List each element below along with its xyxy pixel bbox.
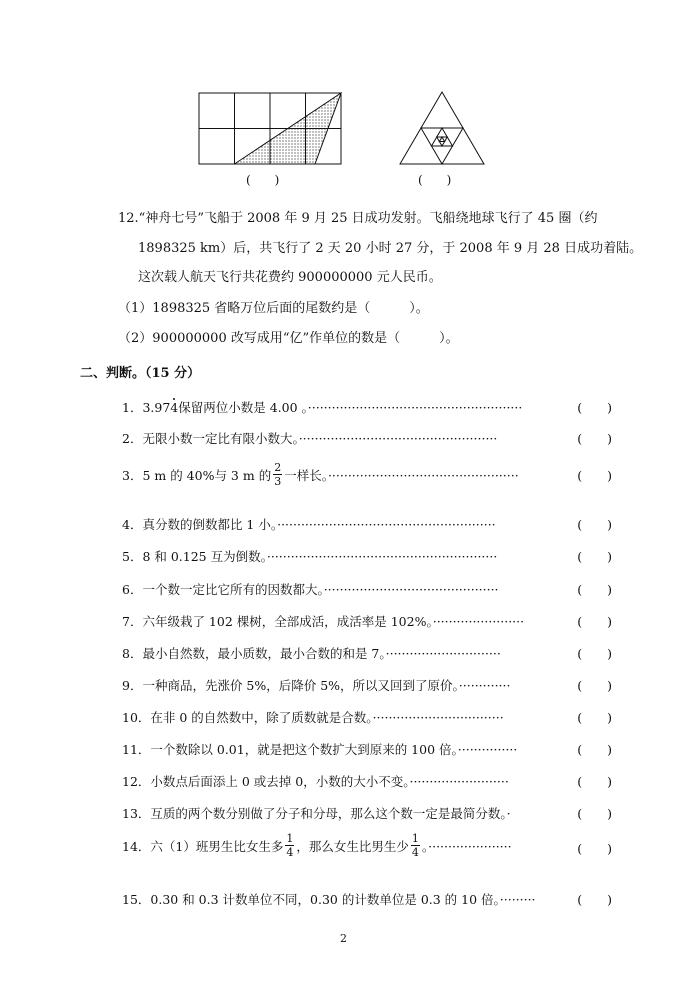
q12-line2: 1898325 km）后，共飞行了 2 天 20 小时 27 分，于 2008 年 9 月 28 日成功着陆。	[138, 241, 643, 256]
answer-blank[interactable]: ( )	[577, 431, 612, 446]
item-num: 2．	[122, 431, 143, 446]
figure-right-blank: ( )	[418, 173, 452, 187]
answer-blank[interactable]: ( )	[577, 614, 612, 629]
item-num: 13．	[122, 806, 151, 821]
answer-blank[interactable]: ( )	[577, 678, 612, 693]
item-text: 一种商品，先涨价 5%，后降价 5%，所以又回到了原价。·············	[142, 678, 511, 693]
item-text: 互质的两个数分别做了分子和分母，那么这个数一定是最简分数。·	[150, 806, 511, 821]
answer-blank[interactable]: ( )	[577, 517, 612, 532]
item-num: 3．	[122, 467, 143, 483]
q12-line3: 这次载人航天飞行共花费约 900000000 元人民币。	[138, 270, 442, 285]
page-number: 2	[340, 932, 347, 945]
answer-blank[interactable]: ( )	[577, 774, 612, 789]
figure-left-blank: ( )	[246, 173, 280, 187]
item-num: 8．	[122, 646, 143, 661]
answer-blank[interactable]: ( )	[577, 582, 612, 597]
item-text: 无限小数一定比有限小数大。··················································	[142, 431, 498, 446]
repeating-digit: 4	[170, 399, 179, 415]
item-text: 最小自然数，最小质数，最小合数的和是 7。·····························	[142, 646, 501, 661]
answer-blank[interactable]: ( )	[577, 400, 612, 415]
grid-figure	[198, 92, 344, 166]
q12-sub1: （1）1898325 省略万位后面的尾数约是（ ）。	[118, 301, 429, 316]
judge-item-11	[122, 740, 612, 760]
judge-item-2	[122, 429, 612, 449]
item-num: 11．	[122, 742, 151, 757]
answer-blank[interactable]: ( )	[577, 806, 612, 821]
q12-sub2: （2）900000000 改写成用“亿”作单位的数是（ ）。	[118, 331, 459, 346]
item-post: 保留两位小数是 4.00 。······················································	[178, 400, 523, 415]
answer-blank[interactable]: ( )	[577, 646, 612, 661]
item-text: 0.30 和 0.3 计数单位不同，0.30 的计数单位是 0.3 的 10 倍。·········	[150, 892, 536, 907]
item-pre: 3.97	[142, 399, 171, 415]
item-num: 14．	[122, 838, 151, 854]
answer-blank[interactable]: ( )	[577, 892, 612, 907]
item-num: 15．	[122, 892, 151, 907]
answer-blank[interactable]: ( )	[577, 710, 612, 725]
item-post: 。·····················	[421, 838, 512, 854]
answer-blank[interactable]: ( )	[577, 468, 612, 483]
item-text: 六年级栽了 102 棵树，全部成活，成活率是 102%。·······················	[142, 614, 525, 629]
item-num: 1．	[122, 400, 143, 415]
judge-item-9	[122, 676, 612, 696]
item-text: 真分数的倒数都比 1 小。·······················································	[142, 517, 496, 532]
q12-line1: 12.“神舟七号”飞船于 2008 年 9 月 25 日成功发射。飞船绕地球飞行了 45 圈（约	[118, 211, 598, 226]
judge-item-1	[122, 398, 612, 418]
item-num: 9．	[122, 678, 143, 693]
answer-blank[interactable]: ( )	[577, 841, 612, 856]
judge-item-14	[122, 832, 612, 864]
section-title: 二、判断。（15 分）	[80, 366, 201, 381]
judge-item-13	[122, 804, 612, 824]
item-num: 7．	[122, 614, 143, 629]
answer-blank[interactable]: ( )	[577, 742, 612, 757]
nested-triangle-figure	[398, 90, 486, 166]
judge-item-8	[122, 644, 612, 664]
item-pre: 六（1）班男生比女生多	[150, 838, 284, 854]
item-num: 12．	[122, 774, 151, 789]
item-text: 小数点后面添上 0 或去掉 0，小数的大小不变。·························	[150, 774, 509, 789]
judge-item-5	[122, 547, 612, 567]
item-post: 一样长。················································	[284, 467, 519, 483]
fraction: $\frac{2}{3}$	[274, 461, 282, 488]
item-text: 在非 0 的自然数中，除了质数就是合数。·································	[150, 710, 504, 725]
item-text: 一个数一定比它所有的因数都大。············································	[142, 582, 499, 597]
judge-item-7	[122, 612, 612, 632]
judge-item-6	[122, 580, 612, 600]
judge-item-12	[122, 772, 612, 792]
shaded-small-triangle	[439, 137, 444, 142]
judge-item-15	[122, 890, 612, 910]
item-num: 4．	[122, 517, 143, 532]
item-num: 6．	[122, 582, 143, 597]
judge-item-10	[122, 708, 612, 728]
item-mid: ，那么女生比男生少	[296, 838, 409, 854]
item-text: 一个数除以 0.01，就是把这个数扩大到原来的 100 倍。···············	[150, 742, 518, 757]
item-num: 5．	[122, 549, 143, 564]
fraction: $\frac{1}{4}$	[286, 832, 294, 859]
judge-item-3	[122, 461, 612, 489]
item-text: 8 和 0.125 互为倒数。··························································	[142, 549, 498, 564]
judge-item-4	[122, 515, 612, 535]
fraction: $\frac{1}{4}$	[411, 832, 419, 859]
answer-blank[interactable]: ( )	[577, 549, 612, 564]
item-num: 10．	[122, 710, 151, 725]
item-pre: 5 m 的 40%与 3 m 的	[142, 467, 272, 483]
